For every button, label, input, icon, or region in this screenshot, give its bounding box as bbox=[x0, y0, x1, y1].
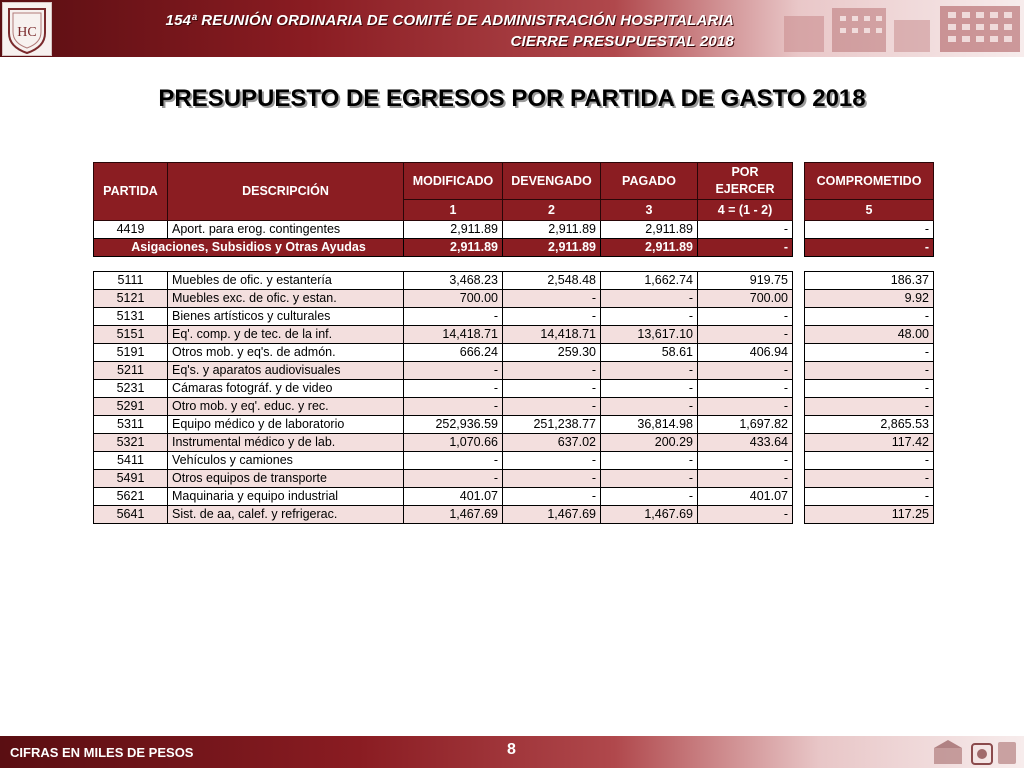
cell-pagado: - bbox=[601, 362, 698, 380]
institution-logos-icon bbox=[930, 738, 1020, 766]
subtotal-pagado: 2,911.89 bbox=[601, 239, 698, 257]
cell-pagado: 1,467.69 bbox=[601, 506, 698, 524]
cell-partida: 4419 bbox=[94, 221, 168, 239]
cell-descripcion: Otro mob. y eq'. educ. y rec. bbox=[168, 398, 404, 416]
cell-devengado: - bbox=[503, 452, 601, 470]
cell-por-ejercer: - bbox=[698, 326, 793, 344]
cell-pagado: - bbox=[601, 380, 698, 398]
footer-bar bbox=[0, 736, 1024, 768]
col-header-pagado: PAGADO bbox=[601, 163, 698, 200]
cell-pagado: - bbox=[601, 398, 698, 416]
table-row bbox=[94, 326, 934, 344]
cell-pagado: 200.29 bbox=[601, 434, 698, 452]
cell-partida: 5231 bbox=[94, 380, 168, 398]
cell-comprometido: 48.00 bbox=[805, 326, 934, 344]
budget-table bbox=[93, 162, 934, 524]
cell-modificado: 1,467.69 bbox=[404, 506, 503, 524]
table-row bbox=[94, 416, 934, 434]
subtotal-comprometido: - bbox=[805, 239, 934, 257]
col-header-partida: PARTIDA bbox=[94, 163, 168, 221]
cell-pagado: 36,814.98 bbox=[601, 416, 698, 434]
subtotal-row bbox=[94, 239, 934, 257]
cell-modificado: - bbox=[404, 452, 503, 470]
cell-comprometido: 2,865.53 bbox=[805, 416, 934, 434]
table-row bbox=[94, 506, 934, 524]
hospital-building-image bbox=[744, 2, 1024, 54]
table-row bbox=[94, 398, 934, 416]
cell-descripcion: Vehículos y camiones bbox=[168, 452, 404, 470]
table-row bbox=[94, 344, 934, 362]
table-row bbox=[94, 488, 934, 506]
page-title: PRESUPUESTO DE EGRESOS POR PARTIDA DE GASTO 2018 bbox=[158, 85, 866, 112]
cell-por-ejercer: - bbox=[698, 362, 793, 380]
cell-partida: 5151 bbox=[94, 326, 168, 344]
cell-por-ejercer: - bbox=[698, 380, 793, 398]
cell-devengado: - bbox=[503, 308, 601, 326]
cell-comprometido: 9.92 bbox=[805, 290, 934, 308]
cell-comprometido: - bbox=[805, 488, 934, 506]
table-row bbox=[94, 452, 934, 470]
cell-partida: 5131 bbox=[94, 308, 168, 326]
group1-rows bbox=[94, 221, 934, 239]
cell-partida: 5291 bbox=[94, 398, 168, 416]
cell-descripcion: Eq's. y aparatos audiovisuales bbox=[168, 362, 404, 380]
cell-pagado: 2,911.89 bbox=[601, 221, 698, 239]
cell-por-ejercer: 1,697.82 bbox=[698, 416, 793, 434]
cell-devengado: 637.02 bbox=[503, 434, 601, 452]
cell-descripcion: Maquinaria y equipo industrial bbox=[168, 488, 404, 506]
col-header-descripcion: DESCRIPCIÓN bbox=[168, 163, 404, 221]
page-number: 8 bbox=[507, 741, 516, 758]
cell-pagado: - bbox=[601, 308, 698, 326]
spacer-row bbox=[94, 257, 934, 272]
table-row bbox=[94, 362, 934, 380]
group2-rows bbox=[94, 272, 934, 524]
subtotal-label: Asigaciones, Subsidios y Otras Ayudas bbox=[94, 239, 404, 257]
table-row bbox=[94, 308, 934, 326]
units-note: CIFRAS EN MILES DE PESOS bbox=[10, 745, 194, 760]
cell-modificado: 700.00 bbox=[404, 290, 503, 308]
cell-modificado: - bbox=[404, 362, 503, 380]
header-row bbox=[94, 163, 934, 200]
cell-partida: 5121 bbox=[94, 290, 168, 308]
cell-devengado: - bbox=[503, 470, 601, 488]
cell-modificado: 666.24 bbox=[404, 344, 503, 362]
col-header-modificado: MODIFICADO bbox=[404, 163, 503, 200]
cell-modificado: 1,070.66 bbox=[404, 434, 503, 452]
table-row bbox=[94, 221, 934, 239]
por-ejercer-line1: POR bbox=[731, 165, 759, 179]
cell-pagado: - bbox=[601, 470, 698, 488]
cell-comprometido: 117.25 bbox=[805, 506, 934, 524]
subtotal-modificado: 2,911.89 bbox=[404, 239, 503, 257]
cell-por-ejercer: 406.94 bbox=[698, 344, 793, 362]
cell-comprometido: - bbox=[805, 308, 934, 326]
cell-devengado: - bbox=[503, 290, 601, 308]
cell-modificado: - bbox=[404, 380, 503, 398]
cell-pagado: 1,662.74 bbox=[601, 272, 698, 290]
table-row bbox=[94, 272, 934, 290]
cell-devengado: - bbox=[503, 362, 601, 380]
cell-por-ejercer: 700.00 bbox=[698, 290, 793, 308]
cell-partida: 5621 bbox=[94, 488, 168, 506]
cell-comprometido: - bbox=[805, 398, 934, 416]
cell-por-ejercer: 433.64 bbox=[698, 434, 793, 452]
cell-pagado: - bbox=[601, 290, 698, 308]
cell-partida: 5411 bbox=[94, 452, 168, 470]
cell-por-ejercer: - bbox=[698, 308, 793, 326]
cell-comprometido: 117.42 bbox=[805, 434, 934, 452]
cell-modificado: 14,418.71 bbox=[404, 326, 503, 344]
cell-modificado: 401.07 bbox=[404, 488, 503, 506]
cell-por-ejercer: 401.07 bbox=[698, 488, 793, 506]
cell-descripcion: Cámaras fotográf. y de video bbox=[168, 380, 404, 398]
cell-devengado: 2,911.89 bbox=[503, 221, 601, 239]
cell-devengado: - bbox=[503, 488, 601, 506]
cell-partida: 5311 bbox=[94, 416, 168, 434]
cell-por-ejercer: - bbox=[698, 221, 793, 239]
cell-por-ejercer: 919.75 bbox=[698, 272, 793, 290]
cell-devengado: - bbox=[503, 380, 601, 398]
cell-devengado: 251,238.77 bbox=[503, 416, 601, 434]
subheader-3: 3 bbox=[601, 200, 698, 221]
subtotal-devengado: 2,911.89 bbox=[503, 239, 601, 257]
cell-modificado: 2,911.89 bbox=[404, 221, 503, 239]
cell-partida: 5211 bbox=[94, 362, 168, 380]
cell-por-ejercer: - bbox=[698, 398, 793, 416]
cell-comprometido: - bbox=[805, 362, 934, 380]
cell-comprometido: 186.37 bbox=[805, 272, 934, 290]
subheader-4: 4 = (1 - 2) bbox=[698, 200, 793, 221]
cell-comprometido: - bbox=[805, 470, 934, 488]
cell-modificado: - bbox=[404, 398, 503, 416]
cell-partida: 5111 bbox=[94, 272, 168, 290]
cell-descripcion: Muebles de ofic. y estantería bbox=[168, 272, 404, 290]
cell-pagado: 13,617.10 bbox=[601, 326, 698, 344]
cell-devengado: 259.30 bbox=[503, 344, 601, 362]
cell-descripcion: Muebles exc. de ofic. y estan. bbox=[168, 290, 404, 308]
cell-descripcion: Eq'. comp. y de tec. de la inf. bbox=[168, 326, 404, 344]
cell-descripcion: Otros mob. y eq's. de admón. bbox=[168, 344, 404, 362]
cell-por-ejercer: - bbox=[698, 452, 793, 470]
cell-descripcion: Otros equipos de transporte bbox=[168, 470, 404, 488]
meeting-title: 154ª REUNIÓN ORDINARIA DE COMITÉ DE ADMINISTRACIÓN HOSPITALARIA bbox=[165, 12, 734, 29]
header-banner bbox=[0, 0, 1024, 57]
col-header-devengado: DEVENGADO bbox=[503, 163, 601, 200]
cell-descripcion: Equipo médico y de laboratorio bbox=[168, 416, 404, 434]
cell-por-ejercer: - bbox=[698, 470, 793, 488]
cell-comprometido: - bbox=[805, 344, 934, 362]
cell-descripcion: Instrumental médico y de lab. bbox=[168, 434, 404, 452]
cell-partida: 5491 bbox=[94, 470, 168, 488]
cell-descripcion: Bienes artísticos y culturales bbox=[168, 308, 404, 326]
col-header-comprometido: COMPROMETIDO bbox=[805, 163, 934, 200]
cell-por-ejercer: - bbox=[698, 506, 793, 524]
university-shield-icon bbox=[2, 2, 52, 56]
cell-modificado: - bbox=[404, 470, 503, 488]
cell-descripcion: Aport. para erog. contingentes bbox=[168, 221, 404, 239]
cell-devengado: 1,467.69 bbox=[503, 506, 601, 524]
cell-modificado: 3,468.23 bbox=[404, 272, 503, 290]
cell-modificado: - bbox=[404, 308, 503, 326]
por-ejercer-line2: EJERCER bbox=[715, 182, 775, 196]
cell-partida: 5641 bbox=[94, 506, 168, 524]
cell-partida: 5191 bbox=[94, 344, 168, 362]
cell-pagado: - bbox=[601, 452, 698, 470]
cell-devengado: 2,548.48 bbox=[503, 272, 601, 290]
cell-pagado: 58.61 bbox=[601, 344, 698, 362]
table-row bbox=[94, 434, 934, 452]
svg-text:HC: HC bbox=[17, 25, 37, 40]
cell-comprometido: - bbox=[805, 380, 934, 398]
cell-descripcion: Sist. de aa, calef. y refrigerac. bbox=[168, 506, 404, 524]
subheader-2: 2 bbox=[503, 200, 601, 221]
cell-modificado: 252,936.59 bbox=[404, 416, 503, 434]
cell-partida: 5321 bbox=[94, 434, 168, 452]
cell-comprometido: - bbox=[805, 221, 934, 239]
table-row bbox=[94, 290, 934, 308]
subheader-5: 5 bbox=[805, 200, 934, 221]
subheader-1: 1 bbox=[404, 200, 503, 221]
table-row bbox=[94, 470, 934, 488]
table-row bbox=[94, 380, 934, 398]
cell-comprometido: - bbox=[805, 452, 934, 470]
col-header-por-ejercer bbox=[698, 163, 793, 200]
cell-devengado: - bbox=[503, 398, 601, 416]
subtotal-por-ejercer: - bbox=[698, 239, 793, 257]
cell-pagado: - bbox=[601, 488, 698, 506]
cell-devengado: 14,418.71 bbox=[503, 326, 601, 344]
report-subtitle: CIERRE PRESUPUESTAL 2018 bbox=[510, 33, 734, 50]
